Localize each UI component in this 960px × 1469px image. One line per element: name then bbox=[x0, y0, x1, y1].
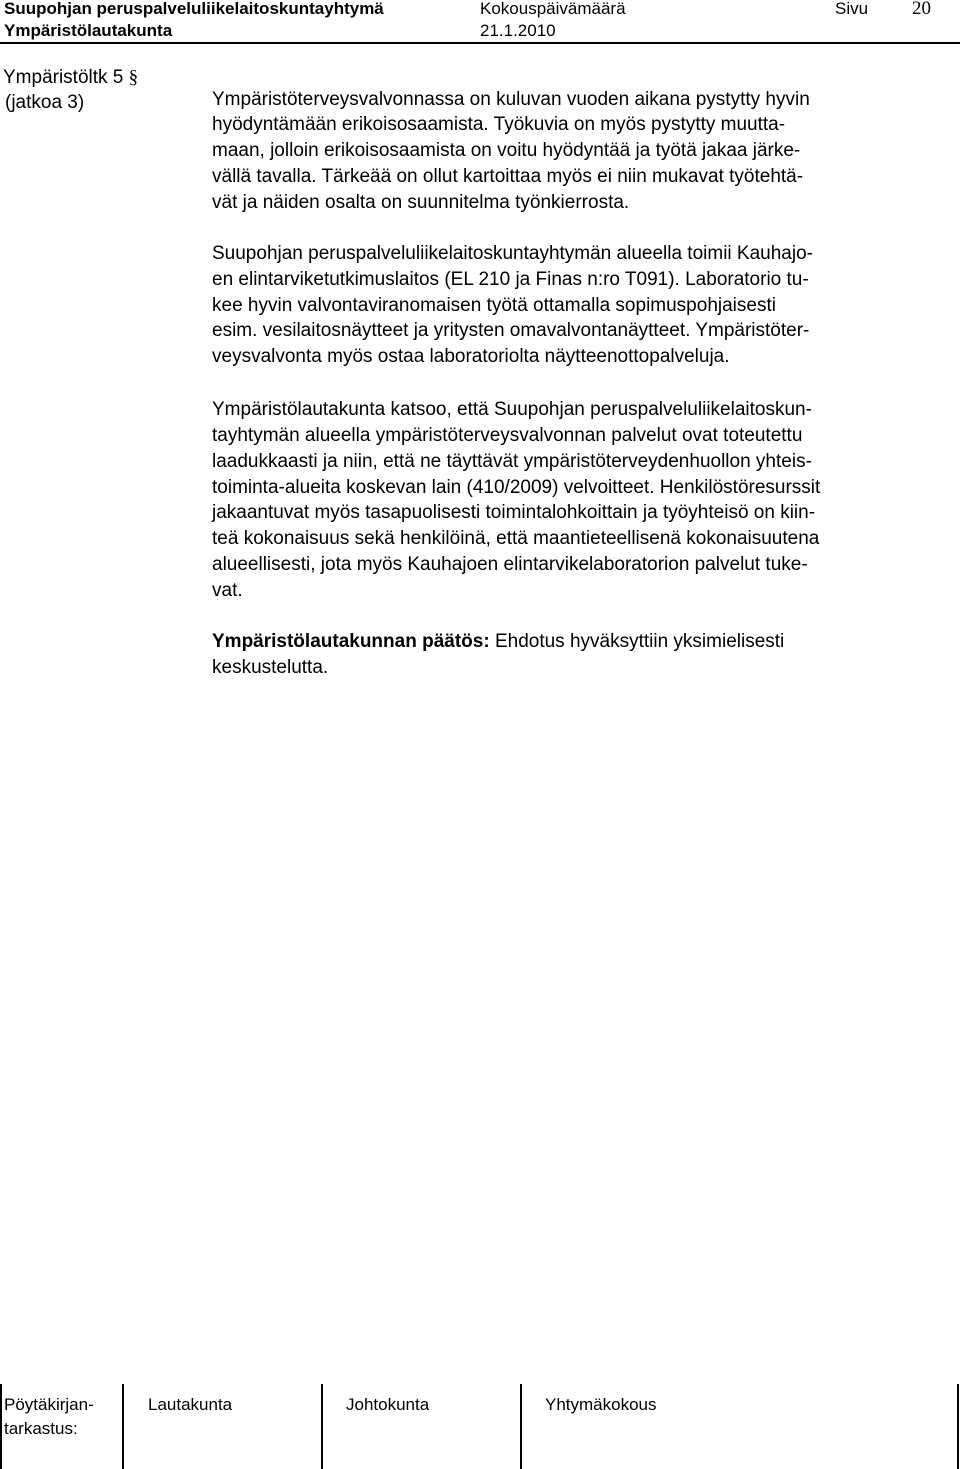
paragraph-line: alueellisesti, jota myös Kauhajoen elintarvikelaboratorion palvelut tuke- bbox=[212, 554, 808, 575]
decision-line bbox=[212, 631, 784, 653]
paragraph-line: laadukkaasti ja niin, että ne täyttävät ympäristöterveydenhuollon yhteis- bbox=[212, 451, 812, 472]
header-date-label: Kokouspäivämäärä bbox=[480, 0, 626, 18]
paragraph-line: jakaantuvat myös tasapuolisesti toimintalohkoittain ja työyhteisö on kiin- bbox=[212, 502, 816, 523]
footer-col-lautakunta: Lautakunta bbox=[148, 1395, 233, 1414]
footer-divider bbox=[957, 1384, 959, 1469]
paragraph-line: vat. bbox=[212, 580, 243, 601]
decision-line-2: keskustelutta. bbox=[212, 657, 329, 678]
header-date: 21.1.2010 bbox=[480, 21, 556, 40]
paragraph-line: esim. vesilaitosnäytteet ja yritysten omavalvontanäytteet. Ympäristöter- bbox=[212, 320, 810, 341]
paragraph-line: Ympäristöterveysvalvonnassa on kuluvan vuoden aikana pystytty hyvin bbox=[212, 89, 810, 110]
footer-divider bbox=[321, 1384, 323, 1469]
side-item: Ympäristöltk 5 § bbox=[3, 67, 139, 88]
paragraph-line: maan, jolloin erikoisosaamista on voitu hyödyntää ja työtä jakaa järke- bbox=[212, 140, 801, 161]
footer-divider bbox=[122, 1384, 124, 1469]
decision-text: Ehdotus hyväksyttiin yksimielisesti bbox=[489, 631, 785, 652]
section-mark-icon: § bbox=[128, 67, 139, 88]
paragraph-line: en elintarviketutkimuslaitos (EL 210 ja Finas n:ro T091). Laboratorio tu- bbox=[212, 269, 809, 290]
paragraph-line: kee hyvin valvontaviranomaisen työtä ottamalla sopimuspohjaisesti bbox=[212, 295, 776, 316]
header-org: Suupohjan peruspalveluliikelaitoskuntayhtymä bbox=[4, 0, 384, 18]
header-rule bbox=[0, 42, 960, 44]
paragraph-line: teä kokonaisuus sekä henkilöinä, että maantieteellisenä kokonaisuutena bbox=[212, 528, 820, 549]
footer-check-label: Pöytäkirjan- bbox=[4, 1395, 94, 1414]
paragraph-line: tayhtymän alueella ympäristöterveysvalvonnan palvelut ovat toteutettu bbox=[212, 425, 803, 446]
footer-col-yhtymakokous: Yhtymäkokous bbox=[545, 1395, 657, 1414]
footer-col-johtokunta: Johtokunta bbox=[346, 1395, 430, 1414]
paragraph-line: hyödyntämään erikoisosaamista. Työkuvia on myös pystytty muutta- bbox=[212, 114, 786, 135]
footer-divider bbox=[0, 1384, 2, 1469]
footer-divider bbox=[520, 1384, 522, 1469]
side-continuation: (jatkoa 3) bbox=[5, 92, 85, 113]
paragraph-line: Suupohjan peruspalveluliikelaitoskuntayhtymän alueella toimii Kauhajo- bbox=[212, 243, 813, 264]
paragraph-line: vällä tavalla. Tärkeää on ollut kartoittaa myös ei niin mukavat työtehtä- bbox=[212, 166, 804, 187]
header-page-number: 20 bbox=[912, 0, 931, 19]
footer-check-label-2: tarkastus: bbox=[4, 1419, 78, 1438]
paragraph-line: veysvalvonta myös ostaa laboratoriolta näytteenottopalveluja. bbox=[212, 346, 730, 367]
header-board: Ympäristölautakunta bbox=[4, 21, 173, 40]
paragraph-line: vät ja näiden osalta on suunnitelma työnkierrosta. bbox=[212, 192, 630, 213]
header-page-label: Sivu bbox=[835, 0, 869, 18]
paragraph-line: toiminta-alueita koskevan lain (410/2009) velvoitteet. Henkilöstöresurssit bbox=[212, 477, 821, 498]
decision-label: Ympäristölautakunnan päätös: bbox=[212, 631, 490, 652]
paragraph-line: Ympäristölautakunta katsoo, että Suupohjan peruspalveluliikelaitoskun- bbox=[212, 399, 812, 420]
